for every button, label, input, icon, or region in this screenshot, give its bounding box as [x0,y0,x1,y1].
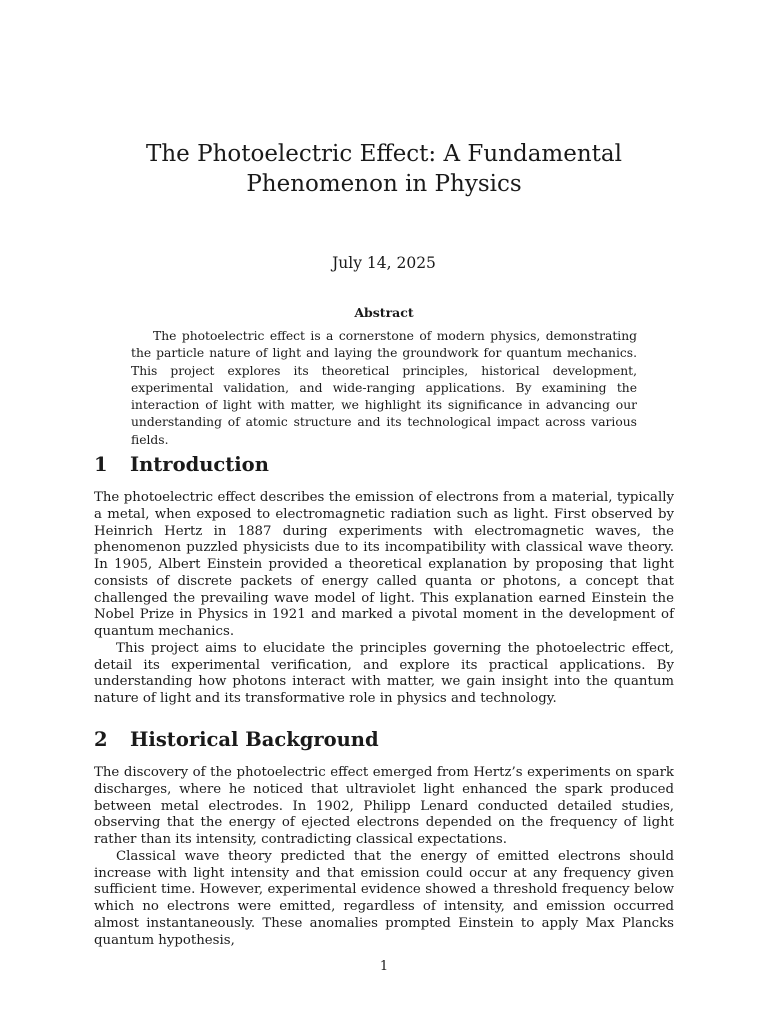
section-title: Introduction [130,453,269,476]
section-body-historical-background [94,765,674,949]
section-title: Historical Background [130,728,379,751]
section-number: 1 [94,453,108,476]
section-heading-historical-background [94,727,379,753]
section-heading-introduction [94,452,269,478]
paper-title-line-1: The Photoelectric Effect: A Fundamental [146,141,622,167]
page-number: 1 [379,959,389,974]
abstract-heading: Abstract [354,305,414,320]
paper-date: July 14, 2025 [332,254,436,272]
paragraph: The photoelectric effect describes the emission of electrons from a material, typically a metal, when exposed to electromagnetic radiation such as light. First observed by Heinrich Hertz in 1887 during experiments with electromagnetic waves, the phenomenon puzzled physicists due to its incompatibility with classical wave theory. In 1905, Albert Einstein provided a theoretical explanation by proposing that light consists of discrete packets of energy called quanta or photons, a concept that challenged the prevailing wave model of light. This explanation earned Einstein the Nobel Prize in Physics in 1921 and marked a pivotal moment in the development of quantum mechanics. [94,490,674,639]
abstract-text: The photoelectric effect is a cornerstone of modern physics, demonstrating the particle nature of light and laying the groundwork for quantum mechanics. This project explores its theoretical principles, historical development, experimental validation, and wide-ranging applications. By examining the interaction of light with matter, we highlight its significance in advancing our understanding of atomic structure and its technological impact across various fields. [131,329,637,447]
section-number: 2 [94,728,108,751]
paragraph: Classical wave theory predicted that the energy of emitted electrons should increase with light intensity and that emission could occur at any frequency given sufficient time. However, experimental evidence showed a threshold frequency below which no electrons were emitted, regardless of intensity, and emission occurred almost instantaneously. These anomalies prompted Einstein to apply Max Plancks quantum hypothesis, [94,848,674,948]
paragraph: This project aims to elucidate the principles governing the photoelectric effect, detail its experimental verification, and explore its practical applications. By understanding how photons interact with matter, we gain insight into the quantum nature of light and its transformative role in physics and technology. [94,640,674,706]
paper-title [0,139,768,199]
paper-title-line-2: Phenomenon in Physics [246,171,522,197]
paragraph: The discovery of the photoelectric effect emerged from Hertz’s experiments on spark discharges, where he noticed that ultraviolet light enhanced the spark produced between metal electrodes. In 1902, Philipp Lenard conducted detailed studies, observing that the energy of ejected electrons depended on the frequency of light rather than its intensity, contradicting classical expectations. [94,765,674,847]
section-body-introduction [94,490,674,708]
